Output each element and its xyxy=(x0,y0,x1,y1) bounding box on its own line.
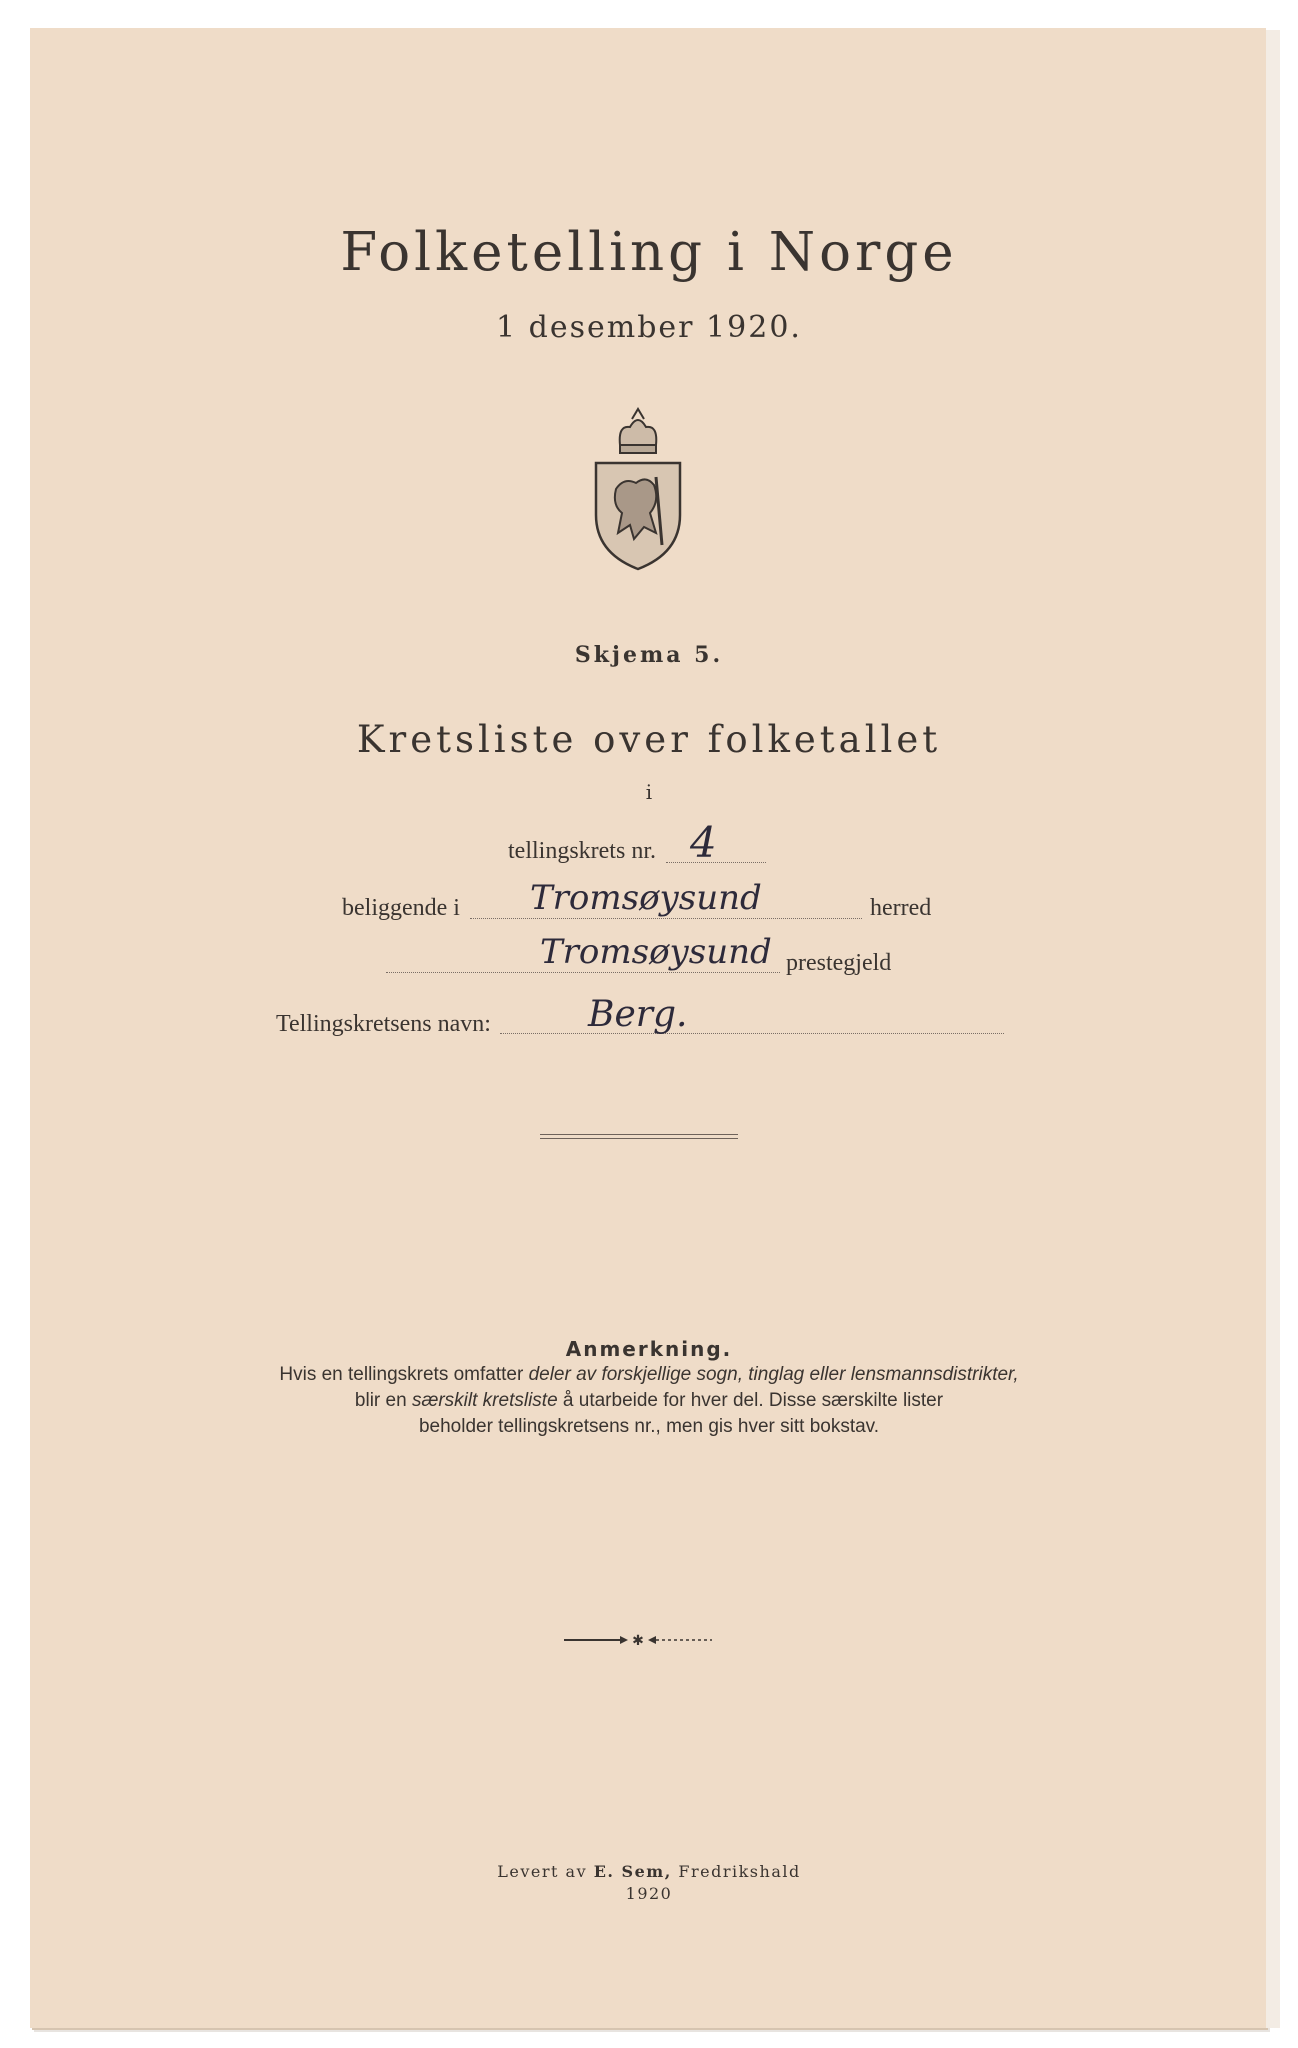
divider-rule xyxy=(540,1134,738,1139)
coat-of-arms-icon xyxy=(590,405,686,573)
note-line-2: blir en særskilt kretsliste å utarbeide for hver del. Disse særskilte lister xyxy=(354,1390,944,1411)
printer-year: 1920 xyxy=(625,1884,673,1903)
district-name-line xyxy=(500,1033,1004,1034)
schema-label: Skjema 5. xyxy=(574,642,724,668)
svg-text:✱: ✱ xyxy=(632,1633,644,1648)
connector-word: i xyxy=(645,780,653,804)
herred-label: herred xyxy=(870,895,932,921)
ornament-icon xyxy=(562,1632,714,1648)
municipality-value: Tromsøysund xyxy=(530,878,762,918)
note-line-1: Hvis en tellingskrets omfatter deler av forskjellige sogn, tinglag eller lensmannsdistrikter, xyxy=(279,1364,1019,1385)
district-number-label: tellingskrets nr. xyxy=(508,838,656,864)
parish-value: Tromsøysund xyxy=(540,932,772,972)
parish-line xyxy=(386,972,780,973)
prestegjeld-label: prestegjeld xyxy=(786,950,892,976)
note-title: Anmerkning. xyxy=(565,1337,733,1361)
municipality-line xyxy=(470,918,862,919)
census-date: 1 desember 1920. xyxy=(496,310,802,345)
note-line-3: beholder tellingskretsens nr., men gis hver sitt bokstav. xyxy=(418,1416,880,1437)
printer-credit: Levert av E. Sem, Fredrikshald xyxy=(497,1862,801,1881)
located-in-label: beliggende i xyxy=(342,895,460,921)
district-name-value: Berg. xyxy=(588,994,688,1035)
page-title: Folketelling i Norge xyxy=(340,222,958,283)
district-name-label: Tellingskretsens navn: xyxy=(276,1011,491,1037)
form-heading: Kretsliste over folketallet xyxy=(356,718,942,761)
district-number-value: 4 xyxy=(690,818,717,867)
